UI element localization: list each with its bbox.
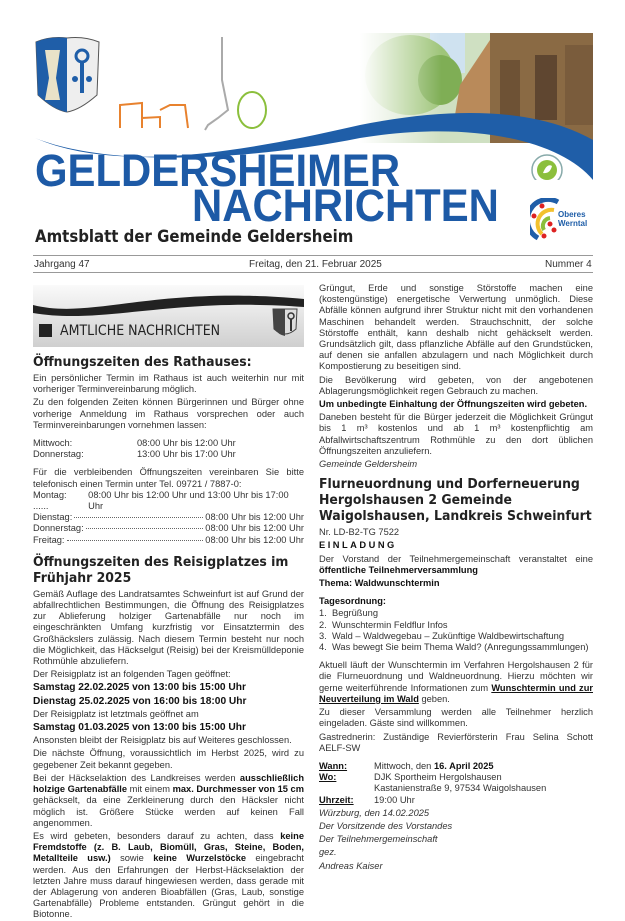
event-detail-row xyxy=(319,761,593,772)
text-run: Für die verbleibenden Öffnungszeiten vereinbaren Sie bitte telefonisch einen Termin unter Tel. 09721 / 7887-0: xyxy=(33,467,304,489)
text-run: Gastrednerin: Zuständige Revierförsterin Frau Selina Schott AELF-SW xyxy=(319,731,593,753)
text-run: Donnerstag: xyxy=(33,449,84,460)
text-run: Es wird gebeten, besonders darauf zu achten, dass xyxy=(33,830,281,841)
paragraph xyxy=(319,821,593,832)
paragraph xyxy=(319,596,593,607)
text-run: Uhrzeit: xyxy=(319,794,354,805)
agenda-number: 3. xyxy=(319,630,327,641)
dot-leader xyxy=(67,540,204,541)
text-run: Der Teilnehmergemeinschaft xyxy=(319,834,438,845)
text-run: Mittwoch, den xyxy=(374,760,434,771)
section-banner xyxy=(33,285,304,347)
section-heading xyxy=(33,355,305,371)
detail-value xyxy=(374,783,546,794)
paragraph xyxy=(319,707,593,729)
text-run: sowie xyxy=(110,853,154,864)
agenda-number: 4. xyxy=(319,642,327,653)
volume-label: Jahrgang 47 xyxy=(34,259,90,270)
text-run: eingebracht werden. Aus den Erfahrungen der Herbst-Häckselaktion der letzten Jahre muss darauf hingewiesen werden, dass gerade mit der Ablagerung von anderen Bioabfällen (Gras, Laub, sonstige Gartenabfälle) Probleme entstanden. Grüngut gehört in die Biotonne. xyxy=(33,853,305,920)
dot-leader xyxy=(86,528,204,529)
agenda-list xyxy=(319,608,593,653)
text-run: Gemeinde Geldersheim xyxy=(319,459,418,470)
hours-row xyxy=(33,490,304,512)
text-run: Dienstag 25.02.2025 von 16:00 bis 18:00 Uhr xyxy=(33,695,247,707)
paragraph xyxy=(319,412,593,457)
section-heading xyxy=(319,477,594,525)
text-run: öffentliche Teilnehmerversammlung xyxy=(319,564,478,575)
text-run: DJK Sportheim Hergolshausen xyxy=(374,772,502,783)
agenda-item xyxy=(319,642,593,653)
paragraph xyxy=(319,283,593,373)
paragraph xyxy=(33,735,304,746)
text-run: Grüngut, Erde und sonstige Störstoffe machen eine (kostengünstige) energetische Verwertung unmöglich. Diese Abfälle können aufgrund ihrer Struktur nicht mit den vorhandenen Maschinen behandelt werden. Strauchschnitt, der solche Störstoffe enthält, kann deshalb nicht gehäckselt werden. Grundsätzlich gilt, dass pflanzliche Abfälle auf den Grundstücken, auf denen sie anfallen abzulagern und nach Möglichkeit durch Kompostierung zu beseitigen sind. xyxy=(319,283,593,372)
text-run: Freitag: xyxy=(33,534,65,545)
text-run: Der Reisigplatz ist letztmals geöffnet am xyxy=(33,708,199,719)
text-run: Aktuell läuft der Wunschtermin im Verfahren Hergolshausen 2 für die Flurneuordnung und Waldneuordnung. Hierzu möchten wir gerne weiterführende Informationen zum xyxy=(319,660,593,693)
left-column xyxy=(33,355,304,921)
text-run: Wunschtermin und zur Neuverteilung im Wald xyxy=(319,682,593,704)
text-run xyxy=(319,783,374,794)
text-run: Montag: ...... xyxy=(33,489,67,512)
hours-row xyxy=(33,523,304,534)
text-run: 08:00 Uhr bis 12:00 Uhr und 13:00 Uhr bis 17:00 Uhr xyxy=(88,489,289,512)
paragraph xyxy=(319,399,593,410)
text-run: 08:00 Uhr bis 12:00 Uhr xyxy=(205,523,304,534)
hours-row xyxy=(33,449,304,460)
paragraph xyxy=(33,669,304,680)
text-run: keine Wurzelstöcke xyxy=(153,853,247,864)
text-run: 08:00 Uhr bis 12:00 Uhr xyxy=(137,438,236,449)
text-run: Andreas Kaiser xyxy=(319,860,383,871)
paragraph xyxy=(33,831,304,921)
agenda-text: Begrüßung xyxy=(332,608,378,619)
agenda-text: Wunschtermin Feldflur Infos xyxy=(332,619,448,630)
text-run: Thema: Waldwunschtermin xyxy=(319,578,440,589)
text-run: Der Vorstand der Teilnehmergemeinschaft veranstaltet eine xyxy=(319,553,593,564)
coat-of-arms xyxy=(36,38,99,113)
text-run: Zu den folgenden Zeiten können Bürgerinnen und Bürger ohne vorherige Anmeldung im Rathaus vorsprechen oder auch Terminvereinbarungen vornehmen lassen: xyxy=(33,397,304,430)
text-run: Bei der Häckselaktion des Landkreises werden xyxy=(33,772,240,783)
agenda-number: 1. xyxy=(319,608,327,619)
text-run: max. Durchmesser von 15 cm xyxy=(172,784,304,795)
text-run: mit einem xyxy=(127,784,173,795)
agenda-text: Wald – Waldwegebau – Zukünftige Waldbewirtschaftung xyxy=(332,630,565,641)
text-run: Kastanienstraße 9, 97534 Waigolshausen xyxy=(374,783,547,794)
hours-row xyxy=(33,438,304,449)
oberes-werntal-emblem-icon xyxy=(530,198,560,243)
text-run: 13:00 Uhr bis 17:00 Uhr xyxy=(137,449,236,460)
agenda-item xyxy=(319,620,593,631)
paragraph xyxy=(319,847,593,858)
text-run: 19:00 Uhr xyxy=(374,794,415,805)
nachhaltigkeit-seal-icon xyxy=(532,155,562,180)
agenda-item xyxy=(319,631,593,642)
text-run: Ansonsten bleibt der Reisigplatz bis auf Weiteres geschlossen. xyxy=(33,735,292,746)
paragraph xyxy=(33,373,304,395)
paragraph xyxy=(33,773,304,829)
paragraph xyxy=(319,527,593,538)
paragraph xyxy=(33,748,304,770)
divider xyxy=(33,272,593,273)
text-run: Dienstag: xyxy=(33,512,73,523)
text-run: Wo: xyxy=(319,772,337,783)
text-run: keine Fremdstoffe (z. B. Laub, Biomüll, Gras, Steine, Boden, Metallteile usw.) xyxy=(33,830,304,864)
text-run: Der Vorsitzende des Vorstandes xyxy=(319,820,453,831)
text-run: 08:00 Uhr bis 12:00 Uhr xyxy=(205,512,304,523)
text-run: 16. April 2025 xyxy=(433,760,494,771)
paragraph xyxy=(319,375,593,397)
dot-leader xyxy=(74,517,203,518)
text-run: Samstag 22.02.2025 von 13:00 bis 15:00 Uhr xyxy=(33,682,246,694)
agenda-number: 2. xyxy=(319,619,327,630)
paragraph xyxy=(319,834,593,845)
masthead-title-line2: NACHRICHTEN xyxy=(192,180,499,231)
masthead-title-line1: GELDERSHEIMER xyxy=(35,145,401,196)
agenda-item xyxy=(319,608,593,619)
paragraph xyxy=(319,578,593,589)
text-run: Tagesordnung: xyxy=(319,596,386,607)
highlighted-date xyxy=(33,696,304,707)
event-detail-row xyxy=(319,772,593,783)
detail-value xyxy=(374,772,502,783)
hours-row xyxy=(33,512,304,523)
paragraph xyxy=(319,459,593,470)
paragraph xyxy=(319,554,593,576)
paragraph xyxy=(33,709,304,720)
text-run: Zu dieser Versammlung werden alle Teilnehmer herzlich eingeladen. Gäste sind willkommen. xyxy=(319,707,593,729)
text-run: Daneben besteht für die Bürger jederzeit die Möglichkeit Grüngut bis 1 m³ kostenlos und ab 1 m³ kostenpflichtig am Abfallwirtschaftszentrum Rothmühle zu den dort üblichen Öffnungszeiten anzuliefern. xyxy=(319,412,593,456)
text-run: EINLADUNG xyxy=(319,540,397,551)
issue-number: Nummer 4 xyxy=(545,259,592,270)
paragraph xyxy=(319,660,593,705)
text-run: Die Bevölkerung wird gebeten, von der angebotenen Ablagerungsmöglichkeit regen Gebrauch zu machen. xyxy=(319,374,593,396)
divider xyxy=(33,255,593,256)
section-heading xyxy=(33,555,305,587)
text-run: Mittwoch: xyxy=(33,438,73,449)
issue-date: Freitag, den 21. Februar 2025 xyxy=(249,259,382,270)
banner-label: AMTLICHE NACHRICHTEN xyxy=(60,323,221,339)
text-run: Öffnungszeiten des Rathauses: xyxy=(33,355,252,370)
text-run: ausschließlich holzige Gartenabfälle xyxy=(33,772,304,795)
text-run: Öffnungszeiten des Reisigplatzes im Frühjahr 2025 xyxy=(33,554,289,586)
text-run: geben. xyxy=(418,693,450,704)
agenda-text: Was bewegt Sie beim Thema Wald? (Anregungssammlungen) xyxy=(332,642,589,653)
text-run: Der Reisigplatz ist an folgenden Tagen geöffnet: xyxy=(33,669,231,680)
detail-value xyxy=(374,795,415,806)
text-run: Die nächste Öffnung, voraussichtlich im Herbst 2025, wird zu gegebener Zeit bekannt gegeben. xyxy=(33,748,304,770)
square-marker-icon xyxy=(39,324,52,337)
text-run: Donnerstag: xyxy=(33,523,84,534)
event-detail-row xyxy=(319,783,593,794)
text-run: gez. xyxy=(319,847,337,858)
text-run: Samstag 01.03.2025 von 13:00 bis 15:00 Uhr xyxy=(33,722,246,734)
paragraph xyxy=(319,808,593,819)
paragraph xyxy=(33,397,304,431)
text-run: Nr. LD-B2-TG 7522 xyxy=(319,527,400,538)
text-run: Gemäß Auflage des Landratsamtes Schweinfurt ist auf Grund der abfallrechtlichen Bestimmungen, die Öffnung des Reisigplatzes zur Ablieferung holziger Gartenabfälle nur noch im eingeschränkten Umfang kurzfristig vor Einsatztermin des Großhäckslers zulässig. Nach diesem Termin besteht nur noch die Möglichkeit, das Häckselgut (Reisig) bei der Kreismülldeponie Rothmühle abzuliefern. xyxy=(33,588,304,667)
paragraph xyxy=(33,589,304,667)
oberes-werntal-logo: Oberes Werntal xyxy=(530,198,600,243)
text-run: Um unbedingte Einhaltung der Öffnungszeiten wird gebeten. xyxy=(319,399,588,410)
event-detail-row xyxy=(319,795,593,806)
highlighted-date xyxy=(33,722,304,733)
text-run: Ein persönlicher Termin im Rathaus ist auch weiterhin nur mit vorheriger Terminvereinbarung möglich. xyxy=(33,373,304,395)
coat-of-arms-small-icon xyxy=(271,305,299,339)
text-run: Würzburg, den 14.02.2025 xyxy=(319,807,430,818)
masthead-subtitle: Amtsblatt der Gemeinde Geldersheim xyxy=(35,227,354,247)
highlighted-date xyxy=(33,682,304,693)
text-run: Flurneuordnung und Dorferneuerung Hergolshausen 2 Gemeinde Waigolshausen, Landkreis Schweinfurt xyxy=(319,477,592,525)
hours-row xyxy=(33,535,304,546)
text-run: gehäckselt, da eine Zerkleinerung durch den Häcksler nicht möglich ist. Größere Stücke werden auf keinen Fall angenommen. xyxy=(33,795,304,828)
text-run: Wann: xyxy=(319,760,348,771)
paragraph xyxy=(33,467,304,489)
right-column xyxy=(319,281,593,872)
text-run: 08:00 Uhr bis 12:00 Uhr xyxy=(205,534,304,545)
detail-value xyxy=(374,761,494,772)
paragraph xyxy=(319,861,593,872)
paragraph xyxy=(319,540,593,551)
paragraph xyxy=(319,732,593,754)
skyline-icon xyxy=(120,37,266,130)
